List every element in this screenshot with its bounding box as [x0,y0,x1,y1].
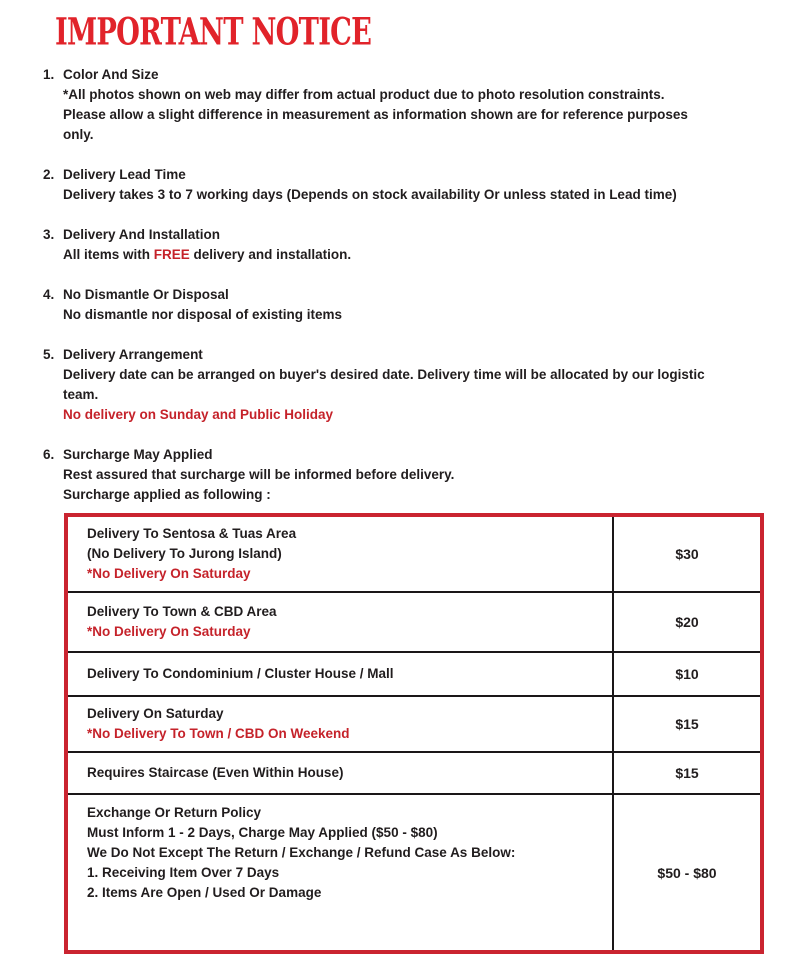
row-description [66,794,613,952]
row-line: Exchange Or Return Policy [87,805,262,820]
row-line: Delivery On Saturday [87,706,224,721]
surcharge-table [64,513,764,954]
free-line-prefix: All items with [63,247,154,262]
notice-item-heading [43,225,800,245]
notice-line: Delivery date can be arranged on buyer's desired date. Delivery time will be allocated by our logistic [63,367,705,382]
item-number: 1. [43,67,55,82]
notice-item-4 [0,285,800,325]
notice-line: team. [63,387,99,402]
notice-item-heading [43,285,800,305]
item-heading-text: Delivery Arrangement [63,347,203,362]
notice-item-2 [0,165,800,205]
row-line: 2. Items Are Open / Used Or Damage [87,885,322,900]
row-line: Must Inform 1 - 2 Days, Charge May Applied ($50 - $80) [87,825,438,840]
price-cell: $20 [613,592,762,652]
price-cell: $30 [613,515,762,592]
table-row [66,652,762,696]
notice-line: No dismantle nor disposal of existing items [63,307,343,322]
notice-item-heading [43,65,800,85]
table-row [66,752,762,794]
table-row [66,696,762,752]
item-heading-text: No Dismantle Or Disposal [63,287,229,302]
row-line: Delivery To Town & CBD Area [87,604,277,619]
row-line: We Do Not Except The Return / Exchange / Refund Case As Below: [87,845,516,860]
item-number: 2. [43,167,55,182]
table-row [66,592,762,652]
notice-line: Rest assured that surcharge will be informed before delivery. [63,467,455,482]
row-red-note: *No Delivery To Town / CBD On Weekend [87,726,350,741]
notice-item-heading [43,445,800,465]
notice-list [0,65,800,505]
notice-line: Delivery takes 3 to 7 working days (Depends on stock availability Or unless stated in Lead time) [63,187,677,202]
notice-item-heading [43,345,800,365]
notice-item-3 [0,225,800,265]
notice-line: Please allow a slight difference in measurement as information shown are for reference purposes [63,107,688,122]
notice-red-note: No delivery on Sunday and Public Holiday [63,407,334,422]
notice-item-1 [0,65,800,145]
page-title: IMPORTANT NOTICE [55,9,372,55]
row-description [66,515,613,592]
free-line-suffix: delivery and installation. [189,247,352,262]
item-heading-text: Surcharge May Applied [63,447,213,462]
row-red-note: *No Delivery On Saturday [87,624,251,639]
row-line: Delivery To Condominium / Cluster House / Mall [87,666,394,681]
price-cell: $15 [613,696,762,752]
notice-line: only. [63,127,94,142]
row-red-note: *No Delivery On Saturday [87,566,251,581]
item-heading-text: Delivery And Installation [63,227,221,242]
item-heading-text: Color And Size [63,67,159,82]
row-line: Requires Staircase (Even Within House) [87,765,344,780]
notice-item-5 [0,345,800,425]
row-line: 1. Receiving Item Over 7 Days [87,865,280,880]
row-description [66,652,613,696]
row-description [66,752,613,794]
item-number: 4. [43,287,55,302]
price-cell: $10 [613,652,762,696]
row-line: Delivery To Sentosa & Tuas Area [87,526,297,541]
price-cell: $15 [613,752,762,794]
table-row [66,515,762,592]
row-description [66,592,613,652]
item-number: 6. [43,447,55,462]
row-description [66,696,613,752]
notice-line [63,245,800,265]
notice-item-6 [0,445,800,505]
price-cell: $50 - $80 [613,794,762,952]
item-number: 3. [43,227,55,242]
notice-line: Surcharge applied as following : [63,487,271,502]
notice-item-heading [43,165,800,185]
item-number: 5. [43,347,55,362]
item-heading-text: Delivery Lead Time [63,167,186,182]
table-row [66,794,762,952]
free-highlight: FREE [153,247,190,262]
notice-line: *All photos shown on web may differ from actual product due to photo resolution constraints. [63,87,665,102]
row-line: (No Delivery To Jurong Island) [87,546,282,561]
